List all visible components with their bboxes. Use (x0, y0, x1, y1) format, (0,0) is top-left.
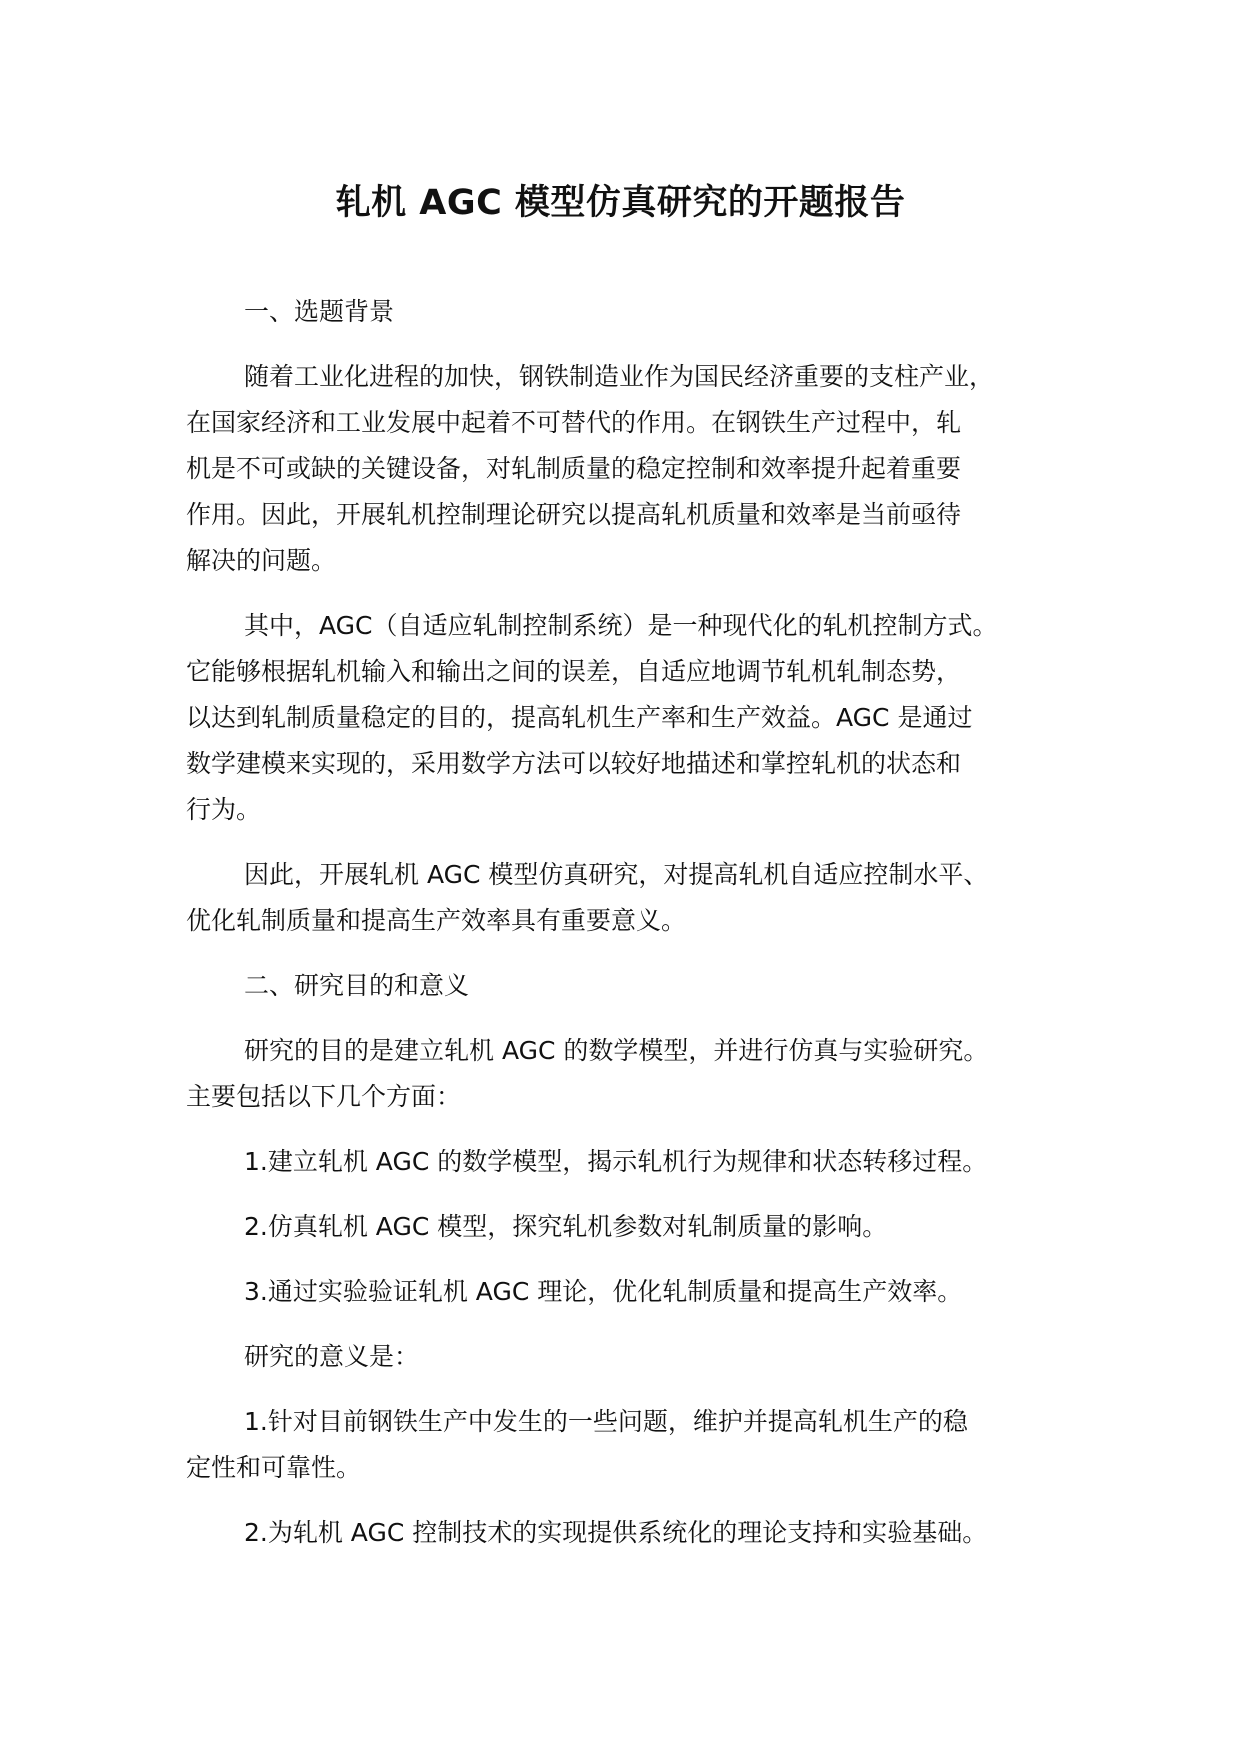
text-line: 1.针对目前钢铁生产中发生的一些问题，维护并提高轧机生产的稳 (244, 1407, 968, 1436)
text-line: 1.建立轧机 AGC 的数学模型，揭示轧机行为规律和状态转移过程。 (244, 1147, 988, 1176)
document-body (186, 289, 1066, 1575)
text-line: 解决的问题。 (186, 546, 337, 575)
list-item-significance-1 (186, 1399, 1066, 1491)
paragraph-purpose (186, 1028, 1066, 1120)
paragraph-background (186, 354, 1066, 584)
text-line: 随着工业化进程的加快，钢铁制造业作为国民经济重要的支柱产业， (244, 362, 995, 391)
list-item-significance-2 (186, 1510, 1066, 1556)
text-line: 2.为轧机 AGC 控制技术的实现提供系统化的理论支持和实验基础。 (244, 1518, 988, 1547)
text-line: 在国家经济和工业发展中起着不可替代的作用。在钢铁生产过程中，轧 (186, 408, 962, 437)
paragraph-agc-intro (186, 603, 1066, 833)
paragraph-significance (186, 1334, 1066, 1380)
text-line: 它能够根据轧机输入和输出之间的误差，自适应地调节轧机轧制态势， (186, 657, 962, 686)
text-line: 一、选题背景 (244, 297, 395, 326)
text-line: 作用。因此，开展轧机控制理论研究以提高轧机质量和效率是当前亟待 (186, 500, 962, 529)
text-line: 其中，AGC（自适应轧制控制系统）是一种现代化的轧机控制方式。 (244, 611, 998, 640)
text-line: 研究的目的是建立轧机 AGC 的数学模型，并进行仿真与实验研究。 (244, 1036, 989, 1065)
text-line: 机是不可或缺的关键设备，对轧制质量的稳定控制和效率提升起着重要 (186, 454, 962, 483)
list-item-purpose-2 (186, 1204, 1066, 1250)
text-line: 因此，开展轧机 AGC 模型仿真研究，对提高轧机自适应控制水平、 (244, 860, 989, 889)
text-line: 二、研究目的和意义 (244, 971, 470, 1000)
text-line: 2.仿真轧机 AGC 模型，探究轧机参数对轧制质量的影响。 (244, 1212, 888, 1241)
list-item-purpose-1 (186, 1139, 1066, 1185)
section-heading-purpose (186, 963, 1066, 1009)
text-line: 以达到轧制质量稳定的目的，提高轧机生产率和生产效益。AGC 是通过 (186, 703, 973, 732)
text-line: 定性和可靠性。 (186, 1453, 362, 1482)
list-item-purpose-3 (186, 1269, 1066, 1315)
paragraph-conclusion (186, 852, 1066, 944)
text-line: 数学建模来实现的，采用数学方法可以较好地描述和掌控轧机的状态和 (186, 749, 962, 778)
document-title: 轧机 AGC 模型仿真研究的开题报告 (335, 183, 906, 223)
text-line: 研究的意义是： (244, 1342, 420, 1371)
text-line: 主要包括以下几个方面： (186, 1082, 462, 1111)
text-line: 行为。 (186, 795, 262, 824)
text-line: 优化轧制质量和提高生产效率具有重要意义。 (186, 906, 687, 935)
section-heading-background (186, 289, 1066, 335)
text-line: 3.通过实验验证轧机 AGC 理论，优化轧制质量和提高生产效率。 (244, 1277, 963, 1306)
